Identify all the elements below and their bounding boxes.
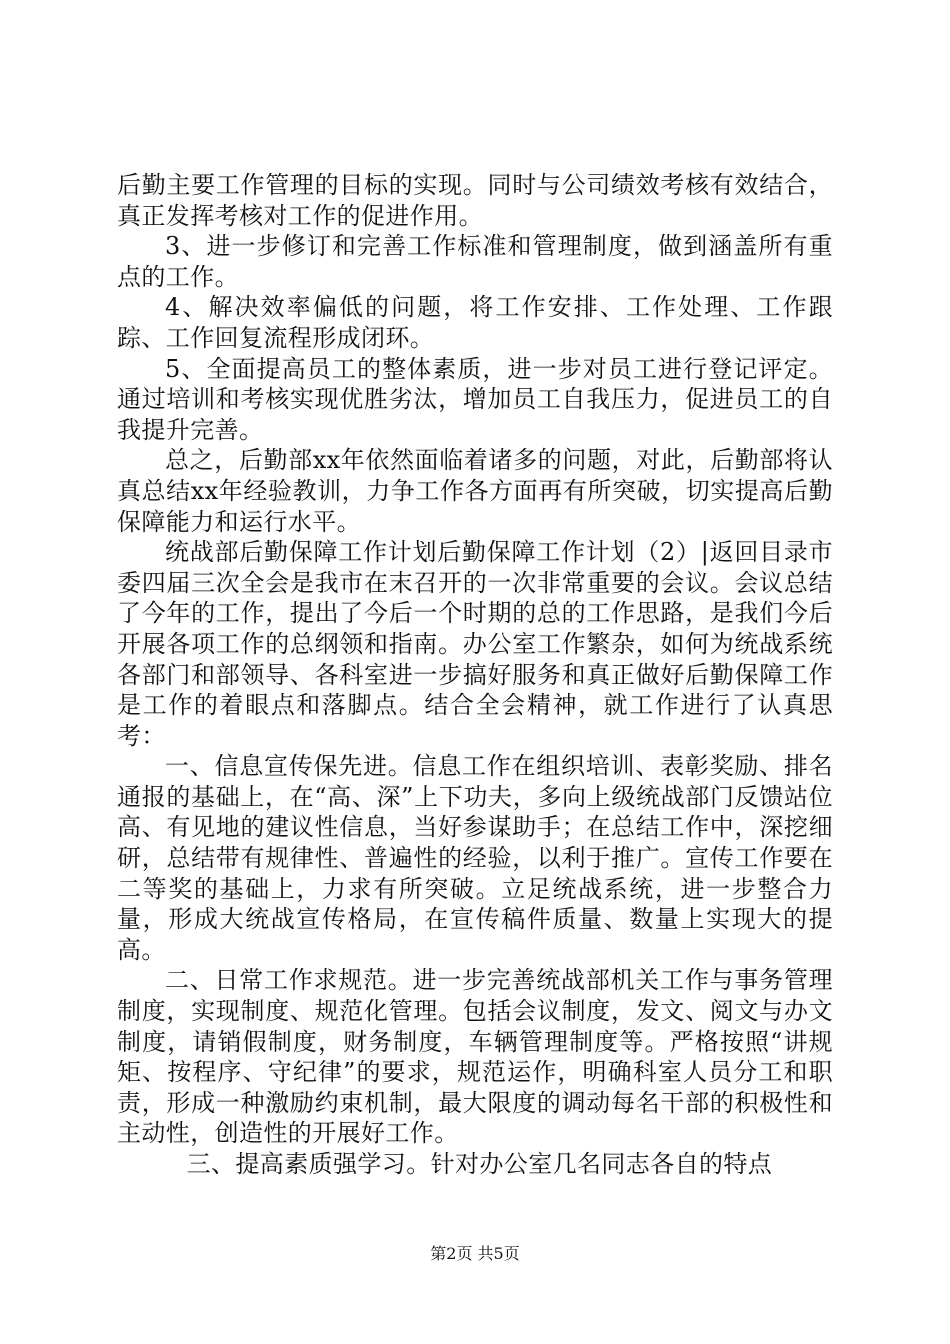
page-footer: 第2页 共5页 bbox=[430, 1244, 520, 1263]
paragraph-item-3: 3、进一步修订和完善工作标准和管理制度，做到涵盖所有重点的工作。 bbox=[117, 232, 833, 291]
paragraph-item-5: 5、全面提高员工的整体素质，进一步对员工进行登记评定。通过培训和考核实现优胜劣汰，增加员工自我压力，促进员工的自我提升完善。 bbox=[117, 354, 833, 444]
paragraph-section-3: 三、提高素质强学习。针对办公室几名同志各自的特点 bbox=[186, 1150, 773, 1178]
paragraph-item-4: 4、解决效率偏低的问题，将工作安排、工作处理、工作跟踪、工作回复流程形成闭环。 bbox=[117, 293, 833, 352]
paragraph-section-1: 一、信息宣传保先进。信息工作在组织培训、表彰奖励、排名通报的基础上，在“高、深”上下功夫，多向上级统战部门反馈站位高、有见地的建议性信息，当好参谋助手；在总结工作中，深挖细研，总结带有规律性、普遍性的经验，以利于推广。宣传工作要在二等奖的基础上，力求有所突破。立足统战系统，进一步整合力量，形成大统战宣传格局，在宣传稿件质量、数量上实现大的提高。 bbox=[117, 752, 833, 964]
paragraph-summary: 总之，后勤部xx年依然面临着诸多的问题，对此，后勤部将认真总结xx年经验教训，力争工作各方面再有所突破，切实提高后勤保障能力和运行水平。 bbox=[117, 446, 833, 536]
paragraph-plan-intro: 统战部后勤保障工作计划后勤保障工作计划（2）|返回目录市委四届三次全会是我市在末召开的一次非常重要的会议。会议总结了今年的工作，提出了今后一个时期的总的工作思路，是我们今后开展各项工作的总纲领和指南。办公室工作繁杂，如何为统战系统各部门和部领导、各科室进一步搞好服务和真正做好后勤保障工作是工作的着眼点和落脚点。结合全会精神，就工作进行了认真思考： bbox=[117, 538, 833, 750]
paragraph-continuation: 后勤主要工作管理的目标的实现。同时与公司绩效考核有效结合，真正发挥考核对工作的促进作用。 bbox=[117, 171, 833, 230]
document-body bbox=[117, 170, 833, 1180]
paragraph-section-2: 二、日常工作求规范。进一步完善统战部机关工作与事务管理制度，实现制度、规范化管理。包括会议制度，发文、阅文与办文制度，请销假制度，财务制度，车辆管理制度等。严格按照“讲规矩、按程序、守纪律”的要求，规范运作，明确科室人员分工和职责，形成一种激励约束机制，最大限度的调动每名干部的积极性和主动性，创造性的开展好工作。 bbox=[117, 966, 833, 1148]
